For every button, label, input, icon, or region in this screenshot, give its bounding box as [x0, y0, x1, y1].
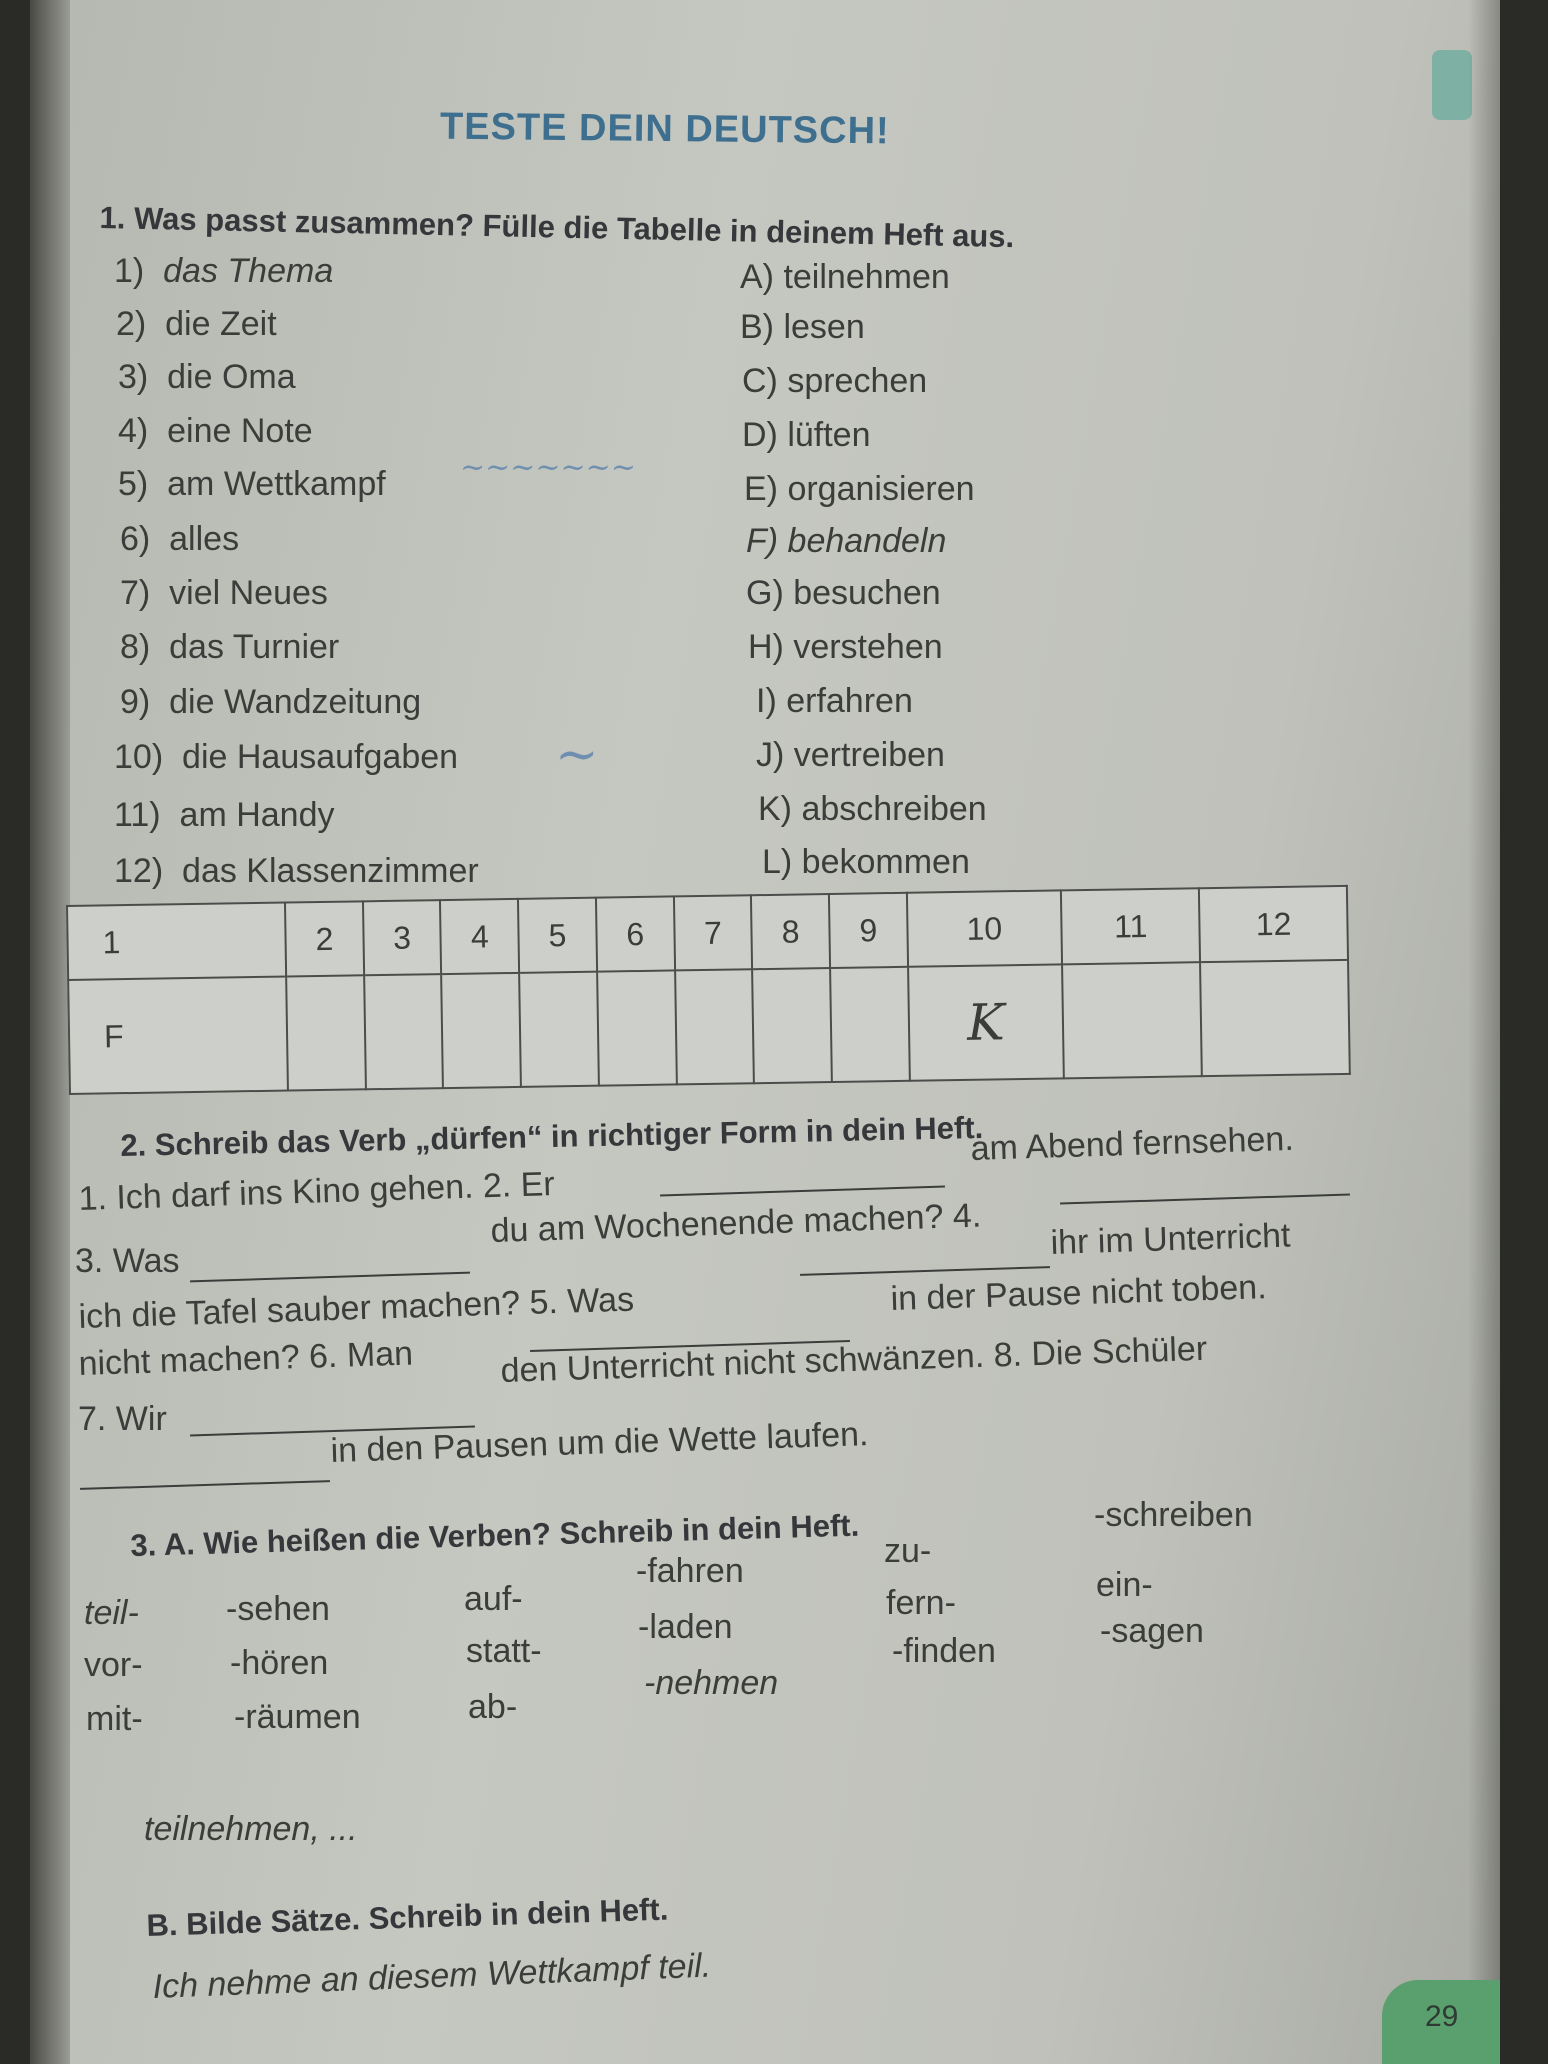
answer-blank [190, 1272, 470, 1283]
page-shadow [1468, 0, 1500, 2064]
table-header-cell: 8 [751, 894, 830, 969]
table-answer-row [68, 960, 1350, 1094]
table-answer-cell [597, 970, 676, 1085]
right-item: H) verstehen [748, 628, 943, 666]
ex3-example: teilnehmen, ... [144, 1810, 358, 1848]
item-text: das Thema [163, 252, 334, 290]
left-item [118, 465, 386, 504]
right-item: D) lüften [742, 416, 871, 454]
table-header-cell: 12 [1199, 886, 1348, 962]
table-answer-cell [286, 975, 365, 1090]
word-fragment: ab- [468, 1688, 518, 1726]
table-answer-cell: K [908, 964, 1064, 1080]
word-fragment: -finden [892, 1632, 996, 1670]
answer-blank [800, 1266, 1050, 1276]
left-item [120, 520, 239, 559]
table-answer-cell [519, 972, 598, 1087]
word-fragment: -laden [638, 1608, 733, 1646]
item-number: 10) [114, 738, 164, 776]
right-item: E) organisieren [744, 470, 975, 508]
table-header-cell: 4 [440, 899, 519, 974]
word-fragment: vor- [84, 1646, 143, 1684]
table-header-cell: 5 [518, 898, 597, 973]
ex2-line: ihr im Unterricht [1050, 1216, 1292, 1262]
answer-blank [1060, 1193, 1350, 1204]
word-fragment: auf- [464, 1580, 523, 1618]
item-text: die Wandzeitung [169, 683, 422, 721]
word-fragment: ein- [1096, 1566, 1153, 1604]
ex2-line: du am Wochenende machen? 4. [490, 1196, 982, 1250]
word-fragment: -nehmen [644, 1664, 779, 1702]
word-fragment: -räumen [234, 1698, 361, 1736]
left-item [118, 412, 313, 451]
table-header-cell: 6 [596, 896, 675, 971]
left-item [120, 574, 328, 613]
right-item: F) behandeln [746, 522, 947, 560]
item-number: 2) [116, 305, 147, 343]
table-header-cell: 1 [67, 903, 286, 980]
word-fragment: fern- [886, 1584, 956, 1622]
left-item [120, 628, 339, 667]
right-item: L) bekommen [762, 843, 970, 881]
right-item: I) erfahren [756, 682, 913, 720]
word-fragment: -hören [230, 1644, 329, 1682]
item-number: 8) [120, 628, 151, 666]
item-text: am Wettkampf [167, 465, 386, 503]
table-answer-cell [752, 968, 831, 1083]
word-fragment: teil- [84, 1594, 139, 1632]
word-fragment: statt- [466, 1632, 542, 1670]
item-number: 1) [114, 252, 145, 290]
ex2-line: ich die Tafel sauber machen? 5. Was [78, 1280, 635, 1336]
textbook-page [30, 0, 1500, 2064]
right-item: J) vertreiben [756, 736, 945, 774]
right-item: A) teilnehmen [740, 258, 950, 296]
ex1-heading: 1. Was passt zusammen? Fülle die Tabelle in deinem Heft aus. [99, 200, 1015, 255]
ex2-line: in den Pausen um die Wette laufen. [330, 1415, 869, 1470]
handwritten-note: ~~~~~~~ [460, 450, 636, 485]
table-answer-cell: F [68, 977, 288, 1094]
table-answer-cell [442, 973, 521, 1088]
table-answer-cell [364, 974, 443, 1089]
word-fragment: -schreiben [1094, 1496, 1253, 1534]
answer-blank [660, 1186, 945, 1197]
table-header-cell: 2 [285, 901, 364, 976]
table-header-cell: 7 [673, 895, 752, 970]
item-number: 11) [114, 796, 161, 834]
right-item: B) lesen [740, 308, 865, 346]
item-text: die Zeit [165, 305, 277, 343]
right-item: C) sprechen [742, 362, 928, 400]
ex2-line: 3. Was [75, 1242, 180, 1280]
page-tab-marker [1432, 50, 1472, 120]
ex3b-heading: B. Bilde Sätze. Schreib in dein Heft. [146, 1891, 669, 1943]
ex3b-example: Ich nehme an diesem Wettkampf teil. [152, 1946, 712, 2006]
ex2-line: nicht machen? 6. Man [78, 1334, 414, 1383]
ex2-line: in der Pause nicht toben. [890, 1268, 1268, 1318]
ex2-line: am Abend fernsehen. [970, 1119, 1295, 1168]
table-answer-cell [1062, 962, 1202, 1078]
word-fragment: zu- [884, 1532, 932, 1570]
table-header-cell: 3 [363, 900, 442, 975]
page-number: 29 [1425, 2000, 1459, 2033]
right-item: K) abschreiben [758, 790, 987, 828]
answer-table [66, 885, 1351, 1095]
left-item [114, 252, 333, 291]
item-number: 6) [120, 520, 151, 558]
right-item: G) besuchen [746, 574, 941, 612]
table-header-cell: 11 [1061, 888, 1200, 964]
item-number: 12) [114, 852, 164, 890]
item-text: die Oma [167, 358, 296, 396]
item-text: am Handy [179, 796, 335, 834]
table-answer-cell [675, 969, 754, 1084]
left-item [114, 852, 479, 891]
page-title: TESTE DEIN DEUTSCH! [439, 105, 890, 153]
left-item [116, 305, 277, 344]
ex2-line: 1. Ich darf ins Kino gehen. 2. Er [78, 1165, 556, 1218]
item-text: das Turnier [169, 628, 340, 666]
table-header-cell: 9 [829, 893, 908, 968]
word-fragment: -sehen [226, 1590, 330, 1628]
item-number: 4) [118, 412, 149, 450]
left-item [120, 683, 421, 722]
word-fragment: -sagen [1100, 1612, 1204, 1650]
table-answer-cell [830, 967, 909, 1082]
item-number: 5) [118, 465, 149, 503]
left-item [114, 796, 335, 835]
ex2-line: den Unterricht nicht schwänzen. 8. Die Schüler [500, 1329, 1208, 1390]
table-answer-cell [1200, 960, 1349, 1076]
ex2-line: 7. Wir [78, 1400, 167, 1438]
item-text: das Klassenzimmer [182, 852, 479, 890]
item-text: viel Neues [169, 574, 328, 612]
item-text: alles [169, 520, 240, 558]
item-number: 7) [120, 574, 151, 612]
handwritten-note: ~ [555, 725, 599, 785]
word-fragment: -fahren [636, 1552, 744, 1590]
page-edge [30, 0, 70, 2064]
item-number: 3) [118, 358, 149, 396]
table-header-cell: 10 [907, 890, 1063, 966]
item-text: eine Note [167, 412, 313, 450]
left-item [118, 358, 296, 397]
answer-blank [80, 1480, 330, 1490]
ex3-heading: 3. A. Wie heißen die Verben? Schreib in dein Heft. [130, 1507, 860, 1563]
item-text: die Hausaufgaben [182, 738, 459, 776]
ex2-heading: 2. Schreib das Verb „dürfen“ in richtiger Form in dein Heft. [120, 1109, 984, 1163]
item-number: 9) [120, 683, 151, 721]
word-fragment: mit- [86, 1700, 143, 1738]
left-item [114, 738, 458, 777]
